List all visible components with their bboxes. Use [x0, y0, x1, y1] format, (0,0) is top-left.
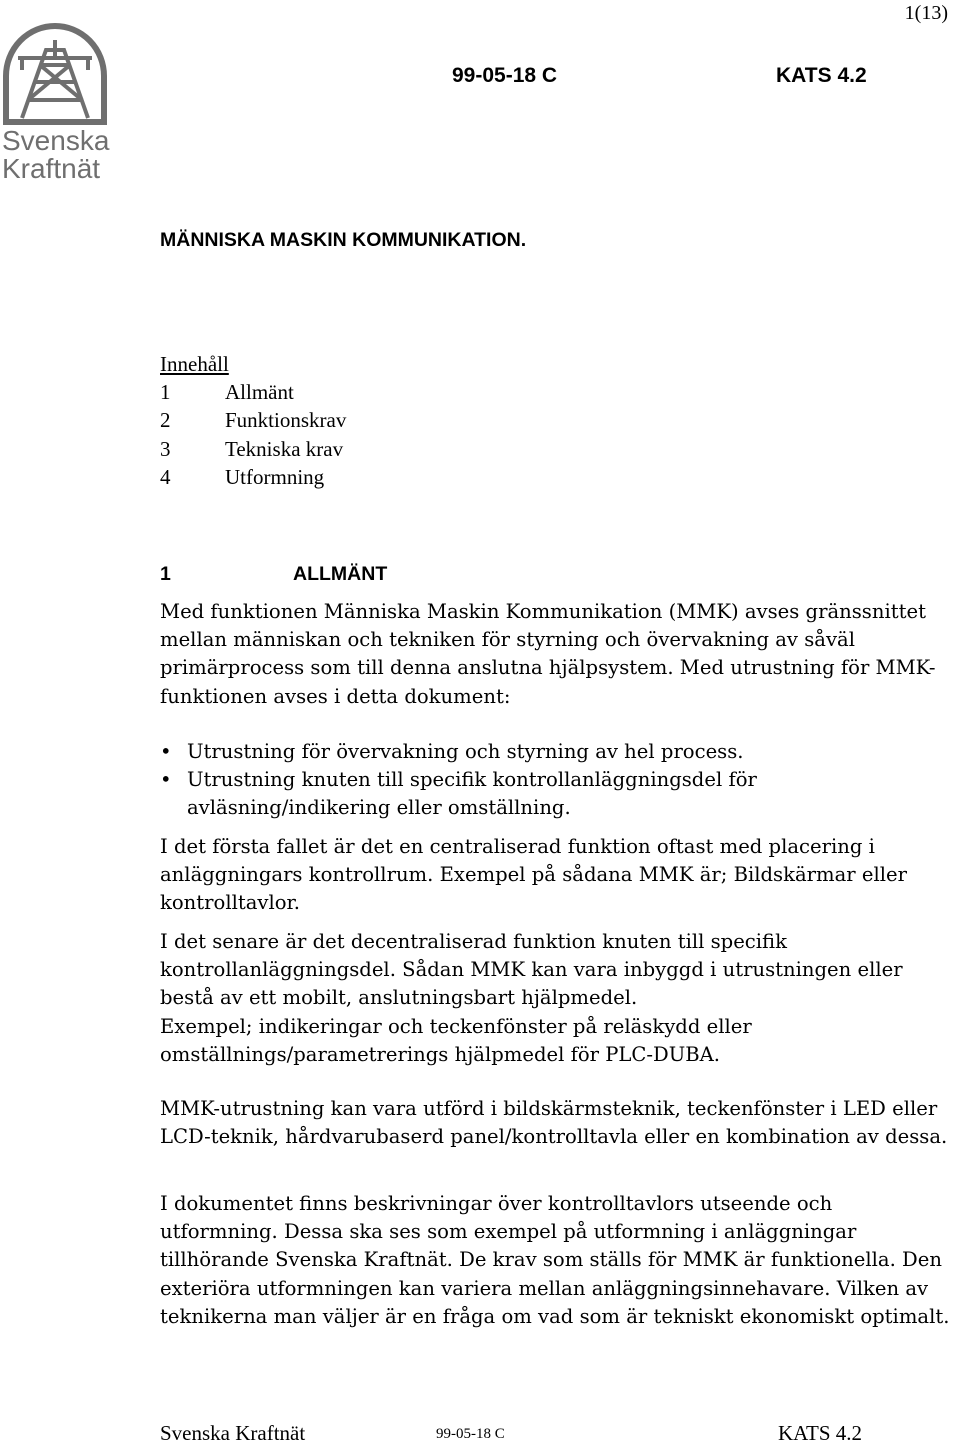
- header-doc-code: KATS 4.2: [776, 64, 867, 87]
- svg-text:Svenska: Svenska: [2, 125, 110, 156]
- paragraph-part: I det senare är det decentraliserad funktion knuten till specifik kontrollanläggningsdel. Sådan MMK kan vara inbyggd i utrustningen eller bestå av ett mobilt, anslutningsbart hjälpmedel.: [160, 930, 903, 1010]
- toc-item-number: 2: [160, 408, 171, 433]
- toc-item-number: 1: [160, 380, 171, 405]
- svg-text:Kraftnät: Kraftnät: [2, 153, 101, 183]
- toc-item-label: Funktionskrav: [225, 408, 347, 433]
- toc-item-label: Allmänt: [225, 380, 294, 405]
- section-title: ALLMÄNT: [293, 563, 388, 585]
- paragraph: [160, 928, 955, 1069]
- toc-item: [160, 406, 346, 434]
- header-date: 99-05-18 C: [452, 64, 558, 87]
- paragraph-part: Exempel; indikeringar och teckenfönster på reläskydd eller omställnings/parametrerings hjälpmedel för PLC-DUBA.: [160, 1014, 752, 1066]
- toc-item: [160, 463, 346, 491]
- paragraph: I det första fallet är det en centraliserad funktion oftast med placering i anläggningars kontrollrum. Exempel på sådana MMK är; Bildskärmar eller kontrolltavlor.: [160, 835, 907, 915]
- page-number: 1(13): [904, 2, 948, 24]
- paragraph: Med funktionen Människa Maskin Kommunikation (MMK) avses gränssnittet mellan människan och tekniken för styrning och övervakning av såväl primärprocess som till denna anslutna hjälpsystem. Med utrustning för MMK-funktionen avses i detta dokument:: [160, 600, 936, 708]
- bullet-item: • Utrustning knuten till specifik kontrollanläggningsdel för avläsning/indikering eller omställning.: [160, 766, 955, 822]
- table-of-contents: [160, 350, 346, 491]
- toc-item-label: Tekniska krav: [225, 436, 344, 461]
- svenska-kraftnat-logo: [0, 18, 110, 183]
- footer-organization: Svenska Kraftnät: [160, 1421, 306, 1445]
- toc-item-number: 4: [160, 464, 171, 489]
- toc-item: [160, 378, 346, 406]
- section-number: 1: [160, 563, 171, 585]
- bullet-list: [160, 738, 955, 823]
- paragraph: MMK-utrustning kan vara utförd i bildskärmsteknik, teckenfönster i LED eller LCD-teknik, hårdvarubaserd panel/kontrolltavla eller en kombination av dessa.: [160, 1097, 948, 1149]
- toc-heading: Innehåll: [160, 352, 229, 376]
- footer-doc-code: KATS 4.2: [778, 1421, 863, 1445]
- toc-item: [160, 435, 346, 463]
- paragraph: I dokumentet finns beskrivningar över kontrolltavlors utseende och utformning. Dessa ska ses som exempel på utformning i anläggningar tillhörande Svenska Kraftnät. De krav som ställs för MMK är funktionella. Den exteriöra utformningen kan variera mellan anläggningsinnehavare. Vilken av teknikerna man väljer är en fråga om vad som är tekniskt ekonomiskt optimalt.: [160, 1192, 950, 1328]
- document-title: MÄNNISKA MASKIN KOMMUNIKATION.: [160, 229, 527, 251]
- toc-item-label: Utformning: [225, 464, 325, 489]
- footer-date: 99-05-18 C: [436, 1426, 505, 1442]
- bullet-item: • Utrustning för övervakning och styrning av hel process.: [160, 738, 955, 766]
- section-heading: [160, 563, 387, 586]
- toc-item-number: 3: [160, 436, 171, 461]
